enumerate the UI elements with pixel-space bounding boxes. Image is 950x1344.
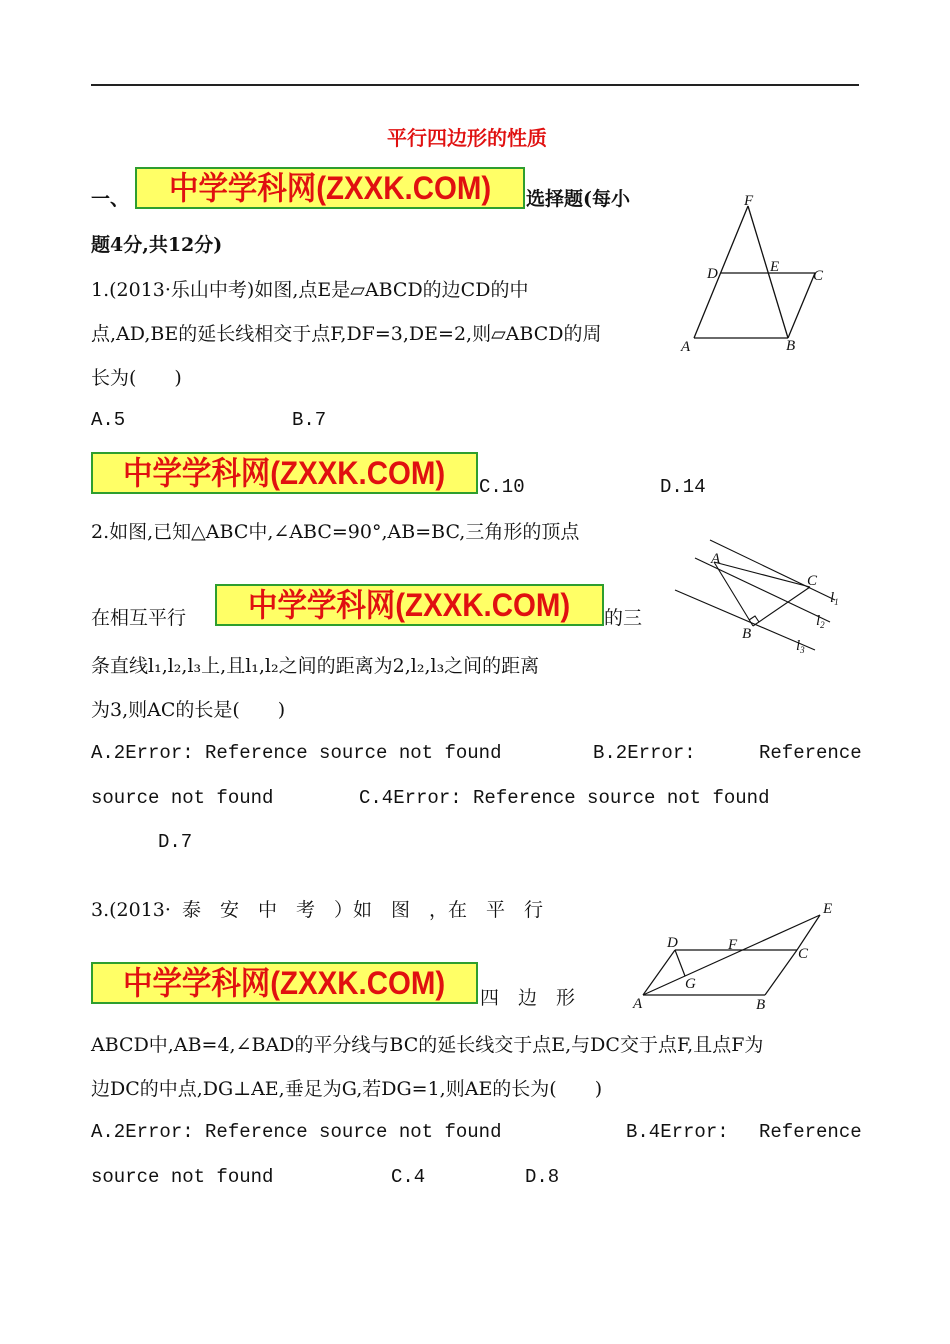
fig2-label-l3: $l_3$ (796, 638, 805, 655)
fig2-segment-bc (753, 587, 810, 626)
watermark-banner: 中学学科网(ZXXK.COM) (215, 584, 604, 626)
fig2-line-l1 (710, 540, 835, 600)
q2-option-a: A.2Error: Reference source not found (91, 742, 502, 764)
page-title: 平行四边形的性质 (387, 126, 547, 150)
q1-option-a: A.5 (91, 409, 126, 431)
fig1-segment-fb (748, 206, 788, 338)
fig2-label-b: B (742, 626, 752, 642)
section-heading-tail: 选择题(每小 (526, 188, 630, 210)
q3-text-line1: 3.(2013· (91, 899, 171, 921)
fig3-label-g: G (685, 976, 696, 992)
fig1-label-e: E (770, 259, 780, 275)
fig2-line-l2 (695, 558, 830, 622)
q1-text-line2: 点,AD,BE的延长线相交于点F,DF=3,DE=2,则▱ABCD的周 (91, 323, 602, 345)
q3-option-d: D.8 (525, 1166, 560, 1188)
q3-option-b-part3: source not found (91, 1166, 274, 1188)
fig2-label-l2: $l_2$ (816, 613, 825, 630)
fig3-segment-bc (765, 950, 797, 995)
fig1-label-b: B (786, 338, 796, 354)
q2-option-b-part2: Reference (759, 742, 862, 764)
watermark-banner: 中学学科网(ZXXK.COM) (91, 452, 478, 494)
fig3-label-b: B (756, 997, 766, 1013)
fig3-label-d: D (667, 935, 678, 951)
q2-text-line2a: 在相互平行 (91, 607, 187, 629)
fig3-label-f: F (728, 937, 738, 953)
q3-option-c: C.4 (391, 1166, 426, 1188)
fig3-label-a: A (633, 996, 643, 1012)
q2-option-b-part3: source not found (91, 787, 274, 809)
q2-option-c: C.4Error: Reference source not found (359, 787, 770, 809)
q3-option-a: A.2Error: Reference source not found (91, 1121, 502, 1143)
q1-option-d: D.14 (660, 476, 706, 498)
q1-option-c: C.10 (479, 476, 525, 498)
fig1-label-a: A (681, 339, 691, 355)
q3-option-b-part1: B.4Error: (626, 1121, 729, 1143)
fig1-label-c: C (813, 268, 824, 284)
q3-figure (625, 895, 845, 1020)
q2-text-line3: 条直线l₁,l₂,l₃上,且l₁,l₂之间的距离为2,l₂,l₃之间的距离 (91, 655, 540, 677)
q2-option-d: D.7 (158, 831, 193, 853)
q3-text-line4: 边DC的中点,DG⊥AE,垂足为G,若DG=1,则AE的长为( ) (91, 1078, 603, 1100)
fig3-segment-dg (675, 950, 685, 976)
fig1-segment-fa (694, 206, 748, 338)
fig2-label-c: C (807, 573, 818, 589)
watermark-banner: 中学学科网(ZXXK.COM) (135, 167, 525, 209)
fig1-segment-bc (788, 273, 815, 338)
q1-option-b: B.7 (292, 409, 327, 431)
fig3-label-c: C (798, 946, 809, 962)
fig2-segment-ac (714, 562, 810, 587)
q3-text-line1b: 泰 安 中 考 ）如 图 ，在 平 行 (182, 899, 544, 921)
q1-text-line1: 1.(2013·乐山中考)如图,点E是▱ABCD的边CD的中 (91, 279, 529, 301)
q2-option-b-part1: B.2Error: (593, 742, 696, 764)
watermark-banner: 中学学科网(ZXXK.COM) (91, 962, 478, 1004)
fig1-label-d: D (707, 266, 718, 282)
fig2-label-a: A (711, 551, 721, 567)
fig2-segment-ab (714, 562, 753, 626)
q1-figure (670, 190, 840, 360)
q3-text-line3: ABCD中,AB=4,∠BAD的平分线与BC的延长线交于点E,与DC交于点F,且点F为 (91, 1034, 764, 1056)
fig2-label-l1: $l_1$ (830, 590, 839, 607)
fig3-label-e: E (823, 901, 833, 917)
header-rule (91, 84, 859, 86)
q1-text-line3: 长为( ) (91, 367, 182, 389)
q2-text-line2b: 的三 (604, 607, 643, 629)
q2-text-line1: 2.如图,已知△ABC中,∠ABC=90°,AB=BC,三角形的顶点 (91, 521, 580, 543)
section-heading-line2: 题4分,共12分) (91, 234, 223, 256)
q2-figure (665, 520, 850, 660)
section-prefix: 一、 (91, 188, 130, 210)
q3-option-b-part2: Reference (759, 1121, 862, 1143)
q3-text-line2: 四 边 形 (480, 987, 576, 1009)
fig1-label-f: F (744, 193, 754, 209)
q2-text-line4: 为3,则AC的长是( ) (91, 699, 286, 721)
